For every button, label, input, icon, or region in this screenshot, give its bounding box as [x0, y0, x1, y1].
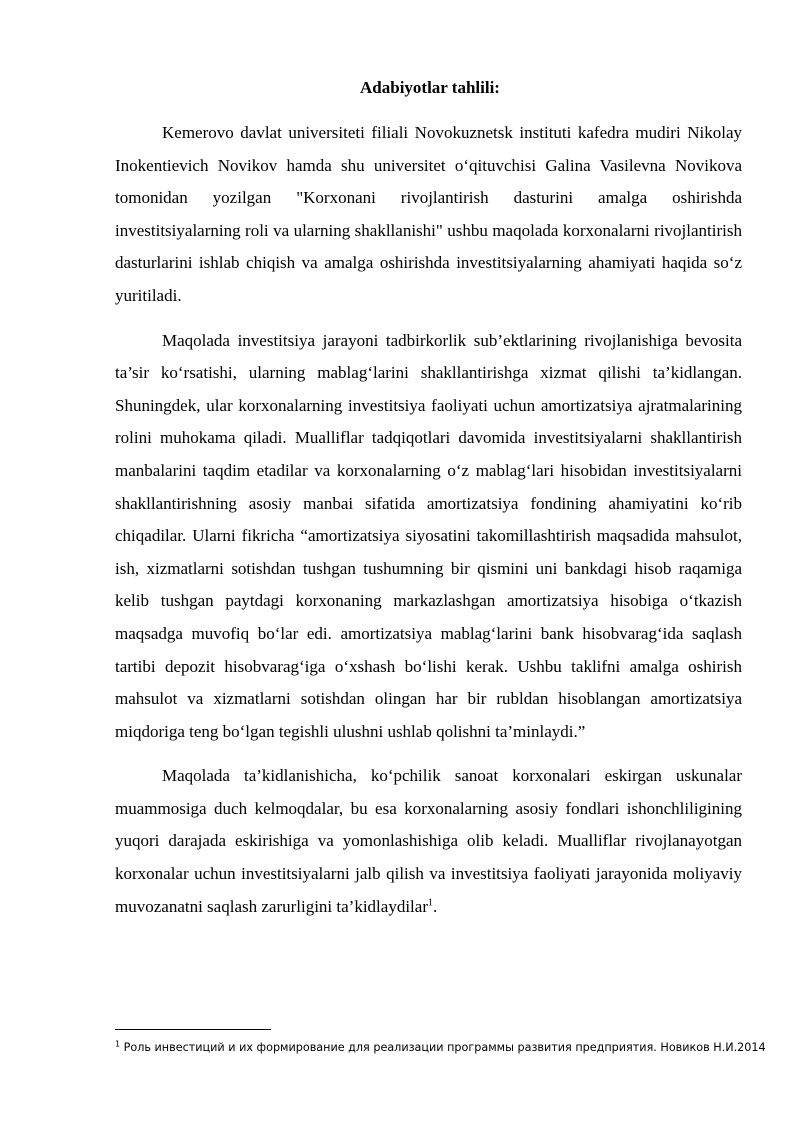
footnote-text: Роль инвестиций и их формирование для реализации программы развития предприятия. Новиков Н.И.2014 — [120, 1041, 766, 1054]
footnote-separator — [115, 1029, 271, 1030]
paragraph-3-tail: . — [432, 896, 438, 916]
body-text — [115, 117, 742, 935]
paragraph-1: Kemerovo davlat universiteti filiali Novokuznetsk instituti kafedra mudiri Nikolay Inokentievich Novikov hamda shu universitet o‘qituvchisi Galina Vasilevna Novikova tomonidan yozilgan "Korxonani rivojlantirish dasturini amalga oshirishda investitsiyalarning roli va ularning shakllanishi" ushbu maqolada korxonalarni rivojlantirish dasturlarini ishlab chiqish va amalga oshirishda investitsiyalarning ahamiyati haqida so‘z yuritiladi. — [115, 123, 742, 305]
footnote-reference[interactable]: 1 — [427, 897, 433, 908]
paragraph-3-text: Maqolada ta’kidlanishicha, ko‘pchilik sanoat korxonalari eskirgan uskunalar muammosiga duch kelmoqdalar, bu esa korxonalarning asosiy fondlari ishonchliligining yuqori darajada eskirishiga va yomonlashishiga olib keladi. Mualliflar rivojlanayotgan korxonalar uchun investitsiyalarni jalb qilish va investitsiya faoliyati jarayonida moliyaviy muvozanatni saqlash zarurligini ta’kidlaydilar — [115, 766, 742, 916]
paragraph-3 — [115, 760, 742, 923]
section-heading: Adabiyotlar tahlili: — [360, 78, 500, 97]
paragraph-2: Maqolada investitsiya jarayoni tadbirkorlik sub’ektlarining rivojlanishiga bevosita ta’sir ko‘rsatishi, ularning mablag‘larini shakllantirishga xizmat qilishi ta’kidlangan. Shuningdek, ular korxonalarning investitsiya faoliyati uchun amortizatsiya ajratmalarining rolini muhokama qiladi. Mualliflar tadqiqotlari davomida investitsiyalarni shakllantirish manbalarini taqdim etadilar va korxonalarning o‘z mablag‘lari hisobidan investitsiyalarni shakllantirishning asosiy manbai sifatida amortizatsiya fondining ahamiyatini ko‘rib chiqadilar. Ularni fikricha “amortizatsiya siyosatini takomillashtirish maqsadida mahsulot, ish, xizmatlarni sotishdan tushgan tushumning bir qismini uni bankdagi hisob raqamiga kelib tushgan paytdagi korxonaning markazlashgan amortizatsiya hisobiga o‘tkazish maqsadga muvofiq bo‘lar edi. amortizatsiya mablag‘larini bank hisobvarag‘ida saqlash tartibi depozit hisobvarag‘iga o‘xshash bo‘lishi kerak. Ushbu taklifni amalga oshirish mahsulot va xizmatlarni sotishdan olingan har bir rubldan hisoblangan amortizatsiya miqdoriga teng bo‘lgan tegishli ulushni ushlab qolishni ta’minlaydi.” — [115, 330, 742, 741]
footnote-number: 1 — [115, 1039, 121, 1049]
footnote — [115, 1039, 766, 1055]
